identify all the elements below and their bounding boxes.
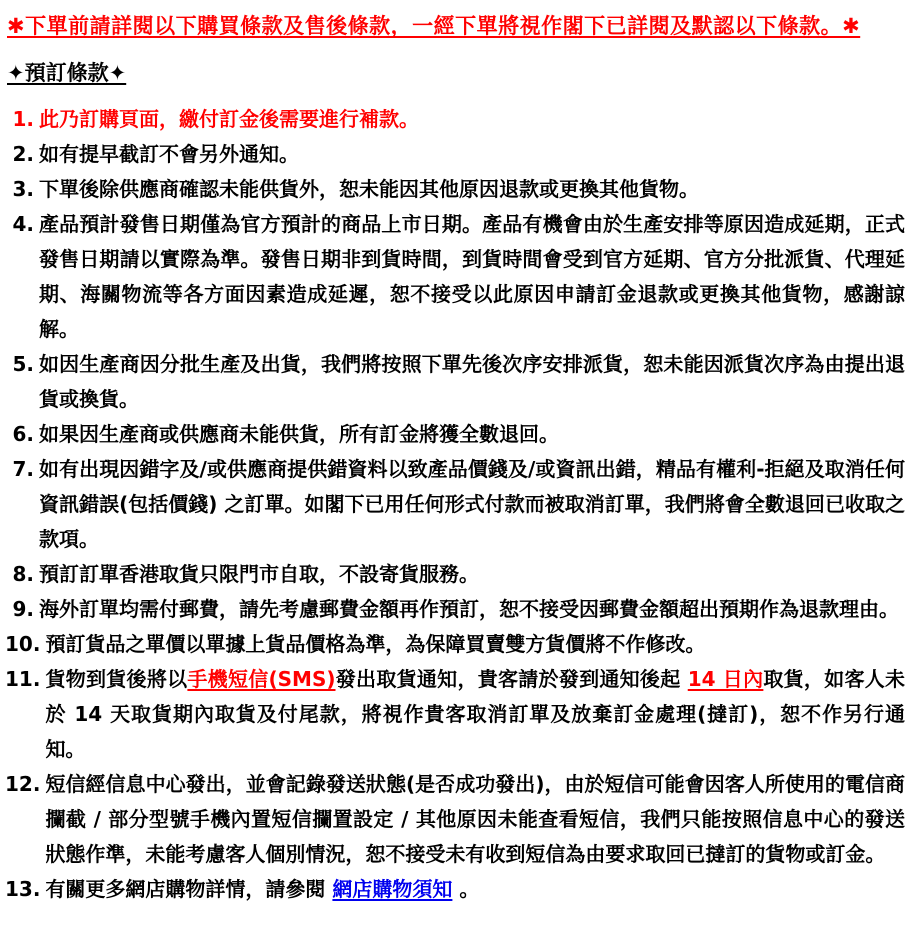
term-number: 4.: [12, 212, 34, 236]
term-text: [45, 662, 905, 767]
term-text: [39, 207, 905, 347]
term-number: 2.: [12, 142, 34, 166]
term-item: [5, 452, 905, 557]
term-number: 8.: [12, 562, 34, 586]
term-item: [5, 417, 905, 452]
term-text: [39, 452, 905, 557]
store-shopping-notice-link[interactable]: 網店購物須知: [332, 877, 453, 901]
term-segment: 發出取貨通知，貴客請於發到通知後起: [335, 667, 688, 691]
term-segment: 貨物到貨後將以: [45, 667, 188, 691]
term-text: [39, 592, 905, 627]
term-text: [39, 347, 905, 417]
term-item: [5, 347, 905, 417]
term-segment: 預訂貨品之單價以單據上貨品價格為準，為保障買賣雙方貨價將不作修改。: [45, 632, 706, 656]
term-number: 9.: [12, 597, 34, 621]
term-text: [45, 872, 905, 907]
term-text: [39, 102, 905, 137]
term-text: [39, 172, 905, 207]
term-number: 7.: [12, 457, 34, 481]
term-segment: 如有提早截訂不會另外通知。: [39, 142, 299, 166]
term-segment: 如有出現因錯字及/或供應商提供錯資料以致產品價錢及/或資訊出錯，精品有權利-拒絕及取消任何資訊錯誤(包括價錢) 之訂單。如閣下已用任何形式付款而被取消訂單，我們將會全數退回已收取之款項。: [39, 457, 905, 551]
term-number: 11.: [5, 667, 41, 691]
term-segment: 取貨，如客人未於 14 天取貨期內取貨及付尾款，將視作貴客取消訂單及放棄訂金處理(撻訂)，恕不作另行通知。: [45, 667, 906, 761]
term-text: [45, 627, 905, 662]
term-highlight: 14 日內: [687, 667, 764, 691]
term-text: [39, 557, 905, 592]
term-item: [5, 627, 905, 662]
term-number: 1.: [12, 107, 34, 131]
term-segment: 。: [452, 877, 480, 901]
term-number: 5.: [12, 352, 34, 376]
term-segment: 預訂訂單香港取貨只限門市自取，不設寄貨服務。: [39, 562, 479, 586]
term-item: [5, 172, 905, 207]
term-item: [5, 207, 905, 347]
term-item: [5, 872, 905, 907]
term-text: [39, 137, 905, 172]
term-segment: 有關更多網店購物詳情，請參閱: [45, 877, 333, 901]
term-highlight: 手機短信(SMS): [187, 667, 336, 691]
term-segment: 下單後除供應商確認未能供貨外，恕未能因其他原因退款或更換其他貨物。: [39, 177, 699, 201]
term-item: [5, 557, 905, 592]
term-segment: 如果因生產商或供應商未能供貨，所有訂金將獲全數退回。: [39, 422, 559, 446]
term-segment: 此乃訂購頁面，繳付訂金後需要進行補款。: [39, 107, 419, 131]
term-text: [45, 767, 905, 872]
term-number: 3.: [12, 177, 34, 201]
term-segment: 短信經信息中心發出，並會記錄發送狀態(是否成功發出)，由於短信可能會因客人所使用的電信商攔截 / 部分型號手機內置短信攔置設定 / 其他原因未能查看短信，我們只能按照信息中心的發送狀態作準，未能考慮客人個別情況，恕不接受未有收到短信為由要求取回已撻訂的貨物或訂金。: [45, 772, 905, 866]
term-item: [5, 662, 905, 767]
term-item: [5, 592, 905, 627]
term-number: 6.: [12, 422, 34, 446]
term-item: [5, 102, 905, 137]
term-number: 12.: [5, 772, 41, 796]
term-segment: 產品預計發售日期僅為官方預計的商品上市日期。產品有機會由於生產安排等原因造成延期，正式發售日期請以實際為準。發售日期非到貨時間，到貨時間會受到官方延期、官方分批派貨、代理延期、海關物流等各方面因素造成延遲，恕不接受以此原因申請訂金退款或更換其他貨物，感謝諒解。: [39, 212, 905, 341]
term-text: [39, 417, 905, 452]
terms-list: [5, 102, 905, 907]
notice-title: ✱下單前請詳閱以下購買條款及售後條款，一經下單將視作閣下已詳閱及默認以下條款。✱: [7, 14, 861, 38]
term-number: 10.: [5, 632, 41, 656]
term-number: 13.: [5, 877, 41, 901]
term-segment: 海外訂單均需付郵費，請先考慮郵費金額再作預訂，恕不接受因郵費金額超出預期作為退款理由。: [39, 597, 899, 621]
term-segment: 如因生產商因分批生產及出貨，我們將按照下單先後次序安排派貨，恕未能因派貨次序為由提出退貨或換貨。: [39, 352, 905, 411]
term-item: [5, 137, 905, 172]
term-item: [5, 767, 905, 872]
section-header-preorder-terms: ✦預訂條款✦: [7, 61, 127, 85]
